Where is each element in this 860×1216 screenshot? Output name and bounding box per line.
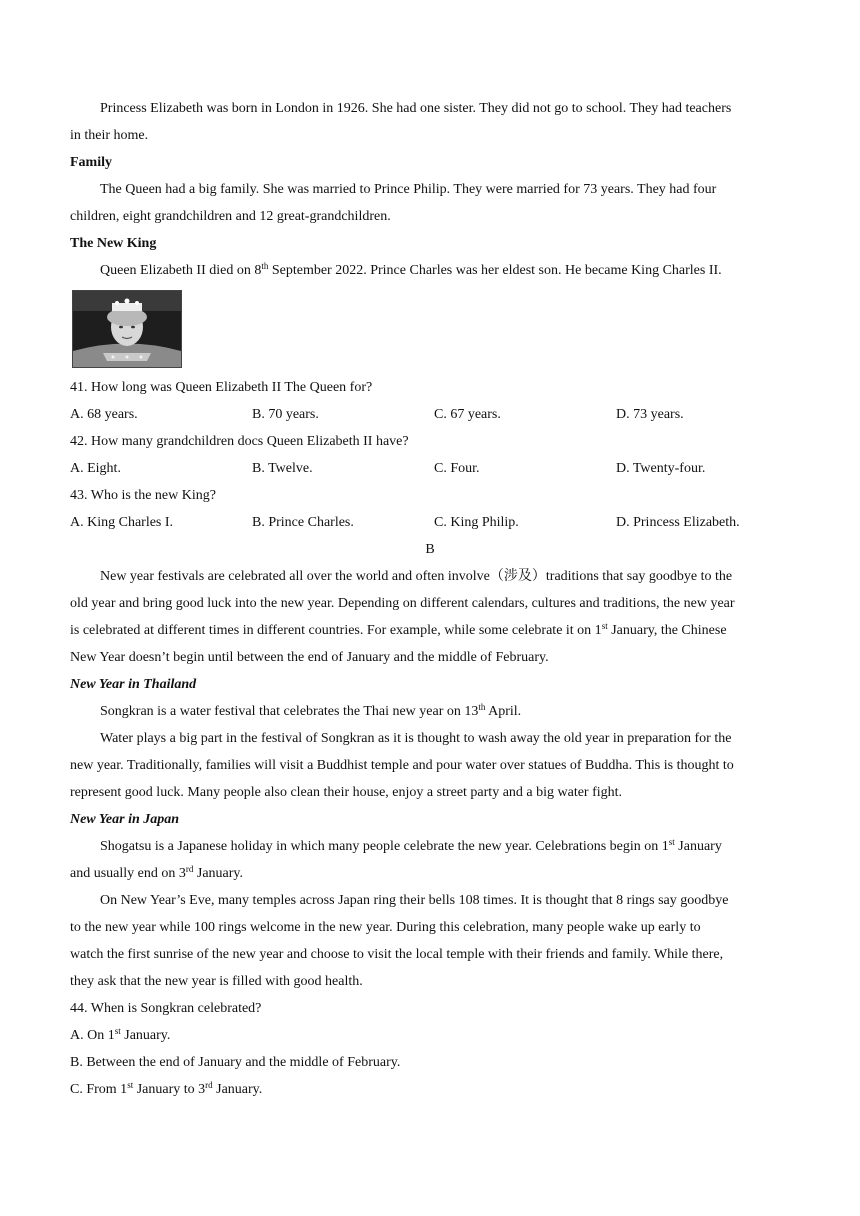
japan-para2-line4: they ask that the new year is filled with good health.: [70, 974, 363, 989]
question-41: 41. How long was Queen Elizabeth II The Queen for?: [70, 380, 373, 395]
passage-a-para2-line2: children, eight grandchildren and 12 great-grandchildren.: [70, 209, 391, 224]
question-41-options: [70, 406, 790, 424]
option-b: B. Twelve.: [252, 461, 313, 476]
option-b: B. 70 years.: [252, 407, 319, 422]
passage-b-intro-line4: New Year doesn’t begin until between the end of January and the middle of February.: [70, 650, 549, 665]
thailand-para1: Songkran is a water festival that celebrates the Thai new year on 13th April.: [100, 702, 522, 719]
question-44: 44. When is Songkran celebrated?: [70, 1001, 262, 1016]
thailand-para2-line3: represent good luck. Many people also clean their house, enjoy a street party and a big water fight.: [70, 785, 623, 800]
section-b-label: B: [425, 542, 435, 557]
queen-portrait-image: [73, 291, 181, 367]
passage-b-intro-line3: is celebrated at different times in different countries. For example, while some celebrate it on 1st January, the Chinese: [70, 621, 727, 638]
question-44-option-b: B. Between the end of January and the middle of February.: [70, 1055, 401, 1070]
passage-b-intro-line2: old year and bring good luck into the new year. Depending on different calendars, cultures and traditions, the new year: [70, 596, 735, 611]
heading-japan: New Year in Japan: [70, 812, 180, 827]
option-c: C. Four.: [434, 461, 480, 476]
option-d: D. 73 years.: [616, 407, 684, 422]
japan-para2-line2: to the new year while 100 rings welcome in the new year. During this celebration, many people wake up early to: [70, 920, 701, 935]
option-b: B. Prince Charles.: [252, 515, 354, 530]
option-a: A. 68 years.: [70, 407, 138, 422]
question-42-options: [70, 460, 790, 478]
japan-para2-line1: On New Year’s Eve, many temples across Japan ring their bells 108 times. It is thought that 8 rings say goodbye: [100, 893, 729, 908]
option-a: A. King Charles I.: [70, 515, 174, 530]
option-a: A. Eight.: [70, 461, 121, 476]
japan-para1-line2: and usually end on 3rd January.: [70, 864, 244, 881]
question-42: 42. How many grandchildren docs Queen Elizabeth II have?: [70, 434, 409, 449]
option-c: C. King Philip.: [434, 515, 519, 530]
passage-a-para3: Queen Elizabeth II died on 8th September 2022. Prince Charles was her eldest son. He became King Charles II.: [100, 261, 722, 278]
passage-a-para1-line2: in their home.: [70, 128, 149, 143]
question-44-option-c: C. From 1st January to 3rd January.: [70, 1080, 263, 1097]
question-43: 43. Who is the new King?: [70, 488, 216, 503]
option-c: C. 67 years.: [434, 407, 501, 422]
thailand-para2-line1: Water plays a big part in the festival of Songkran as it is thought to wash away the old year in preparation for the: [100, 731, 732, 746]
japan-para2-line3: watch the first sunrise of the new year and choose to visit the local temple with their friends and family. While there,: [70, 947, 724, 962]
heading-family: Family: [70, 155, 112, 170]
option-d: D. Twenty-four.: [616, 461, 706, 476]
question-43-options: [70, 514, 790, 532]
heading-new-king: The New King: [70, 236, 157, 251]
japan-para1-line1: Shogatsu is a Japanese holiday in which many people celebrate the new year. Celebrations begin on 1st January: [100, 837, 722, 854]
passage-a-para2-line1: The Queen had a big family. She was married to Prince Philip. They were married for 73 years. They had four: [100, 182, 717, 197]
passage-b-intro-line1: New year festivals are celebrated all over the world and often involve（涉及）traditions that say goodbye to the: [100, 569, 733, 584]
passage-a-para1-line1: Princess Elizabeth was born in London in 1926. She had one sister. They did not go to school. They had teachers: [100, 101, 732, 116]
queen-photo: [72, 290, 182, 368]
heading-thailand: New Year in Thailand: [70, 677, 197, 692]
thailand-para2-line2: new year. Traditionally, families will visit a Buddhist temple and pour water over statues of Buddha. This is thought to: [70, 758, 734, 773]
question-44-option-a: A. On 1st January.: [70, 1026, 171, 1043]
option-d: D. Princess Elizabeth.: [616, 515, 740, 530]
